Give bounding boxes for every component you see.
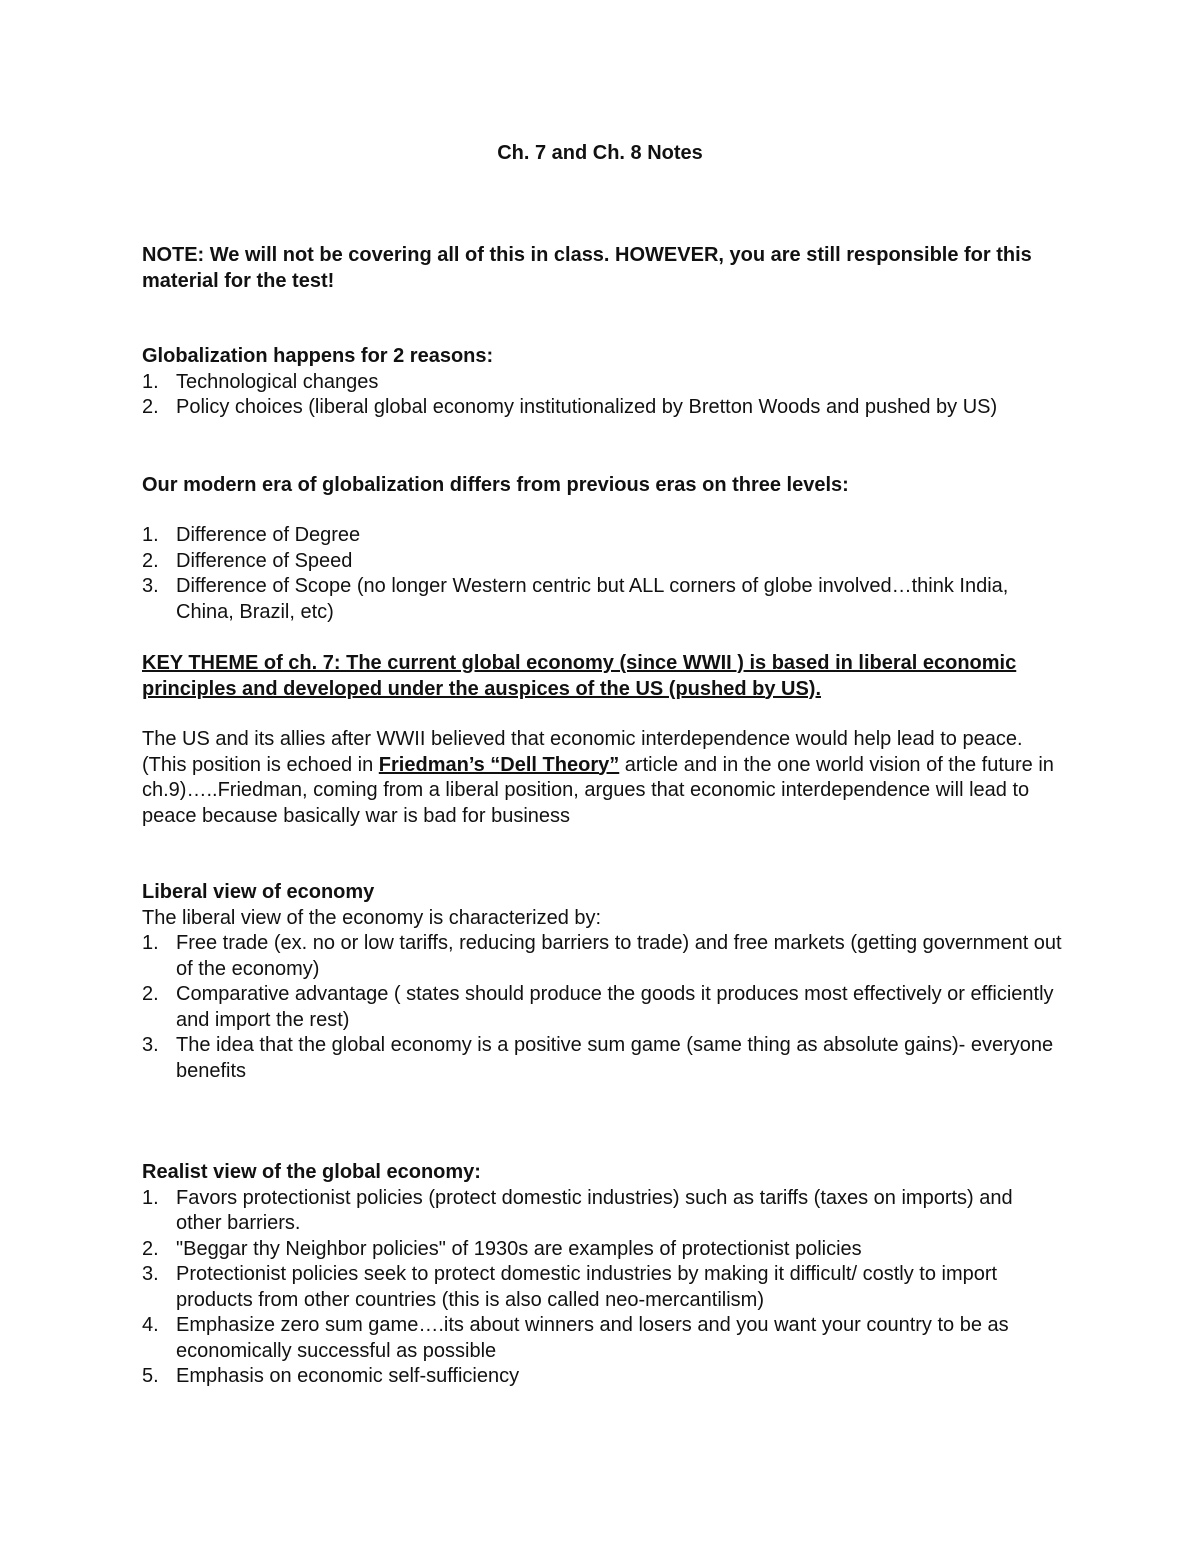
- list-number: 4.: [142, 1314, 159, 1336]
- list-item-text: Emphasis on economic self-sufficiency: [176, 1365, 520, 1387]
- list-number: 2.: [142, 1237, 159, 1260]
- list-item-text: The idea that the global economy is a positive sum game (same thing as absolute gains)- everyone benefits: [176, 1034, 1054, 1082]
- list-item-text: Technological changes: [176, 370, 379, 393]
- list-item-text: Difference of Speed: [176, 549, 353, 572]
- list-item-text: Favors protectionist policies (protect domestic industries) such as tariffs (taxes on imports) and other barriers.: [176, 1186, 1013, 1234]
- paragraph-text-part2: article and in the one world vision of the future in ch.9)…..Friedman, coming from a liberal position, argues that economic interdependence will lead to peace because basically war is bad for business: [142, 753, 1054, 827]
- realist-heading: Realist view of the global economy:: [142, 1161, 481, 1183]
- realist-section: [142, 1160, 1062, 1390]
- list-item: [142, 574, 1062, 625]
- list-item-text: Difference of Degree: [176, 524, 361, 546]
- modern-era-list: [142, 523, 1062, 625]
- list-item-text: Comparative advantage ( states should produce the goods it produces most effectively or efficiently and import the rest): [176, 983, 1054, 1031]
- list-number: 2.: [142, 549, 159, 572]
- list-item: [142, 1364, 1062, 1390]
- list-item-text: Protectionist policies seek to protect domestic industries by making it difficult/ costly to import products from other countries (this is also called neo-mercantilism): [176, 1263, 998, 1311]
- list-number: 2.: [142, 396, 159, 418]
- list-item: [142, 549, 1062, 575]
- list-item-text: Free trade (ex. no or low tariffs, reducing barriers to trade) and free markets (getting government out of the economy): [176, 932, 1062, 980]
- list-item-text: Policy choices (liberal global economy institutionalized by Bretton Woods and pushed by US): [176, 396, 998, 418]
- list-item: [142, 1237, 1062, 1263]
- list-item: [142, 1186, 1062, 1237]
- list-number: 3.: [142, 1263, 159, 1285]
- key-theme-paragraph: KEY THEME of ch. 7: The current global economy (since WWII ) is based in liberal economic principles and developed under the auspices of the US (pushed by US).: [142, 652, 1017, 700]
- list-number: 1.: [142, 524, 159, 546]
- list-number: 3.: [142, 575, 159, 597]
- document-title: Ch. 7 and Ch. 8 Notes: [497, 142, 703, 164]
- globalization-heading: Globalization happens for 2 reasons:: [142, 345, 494, 367]
- dell-theory-emphasis: Friedman’s “Dell Theory”: [378, 753, 620, 776]
- list-item: [142, 370, 1062, 396]
- list-number: 3.: [142, 1034, 159, 1056]
- liberal-intro: The liberal view of the economy is characterized by:: [142, 906, 602, 929]
- list-number: 5.: [142, 1365, 159, 1387]
- modern-era-heading: Our modern era of globalization differs from previous eras on three levels:: [142, 474, 849, 496]
- globalization-section: [142, 344, 1062, 421]
- list-item: [142, 395, 1062, 421]
- liberal-heading: Liberal view of economy: [142, 881, 375, 903]
- list-item: [142, 1262, 1062, 1313]
- list-item-text: Difference of Scope (no longer Western centric but ALL corners of globe involved…think India, China, Brazil, etc): [176, 575, 1009, 623]
- list-number: 2.: [142, 983, 159, 1005]
- list-number: 1.: [142, 932, 159, 954]
- globalization-list: [142, 370, 1062, 421]
- paragraph-text-part1: The US and its allies after WWII believed that economic interdependence would help lead to peace. (This position is echoed in: [142, 728, 1023, 776]
- list-item: [142, 982, 1062, 1033]
- interdependence-paragraph: [142, 727, 1062, 829]
- list-item-text: Emphasize zero sum game….its about winners and losers and you want your country to be as economically successful as possible: [176, 1314, 1009, 1362]
- liberal-list: [142, 931, 1062, 1084]
- note-paragraph: NOTE: We will not be covering all of this in class. HOWEVER, you are still responsible for this material for the test!: [142, 244, 1032, 292]
- list-item: [142, 1033, 1062, 1084]
- realist-list: [142, 1186, 1062, 1390]
- list-number: 1.: [142, 1186, 159, 1209]
- list-item: [142, 523, 1062, 549]
- list-number: 1.: [142, 370, 159, 393]
- liberal-section: [142, 880, 1062, 1084]
- list-item: [142, 931, 1062, 982]
- list-item-text: "Beggar thy Neighbor policies" of 1930s are examples of protectionist policies: [176, 1237, 862, 1260]
- list-item: [142, 1313, 1062, 1364]
